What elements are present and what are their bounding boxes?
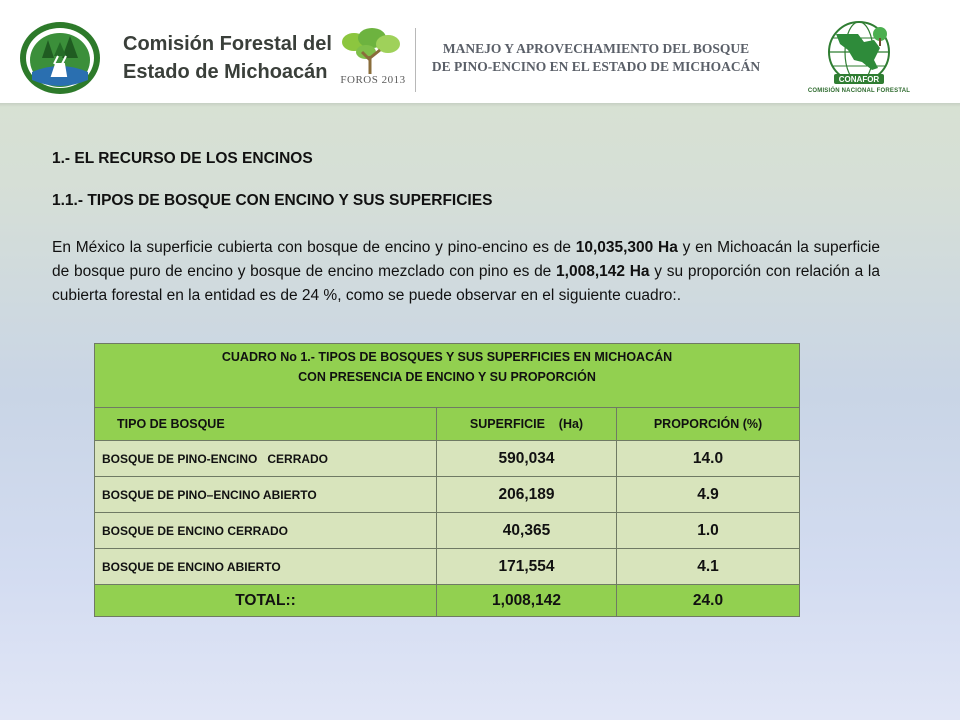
section-1-title: 1.- EL RECURSO DE LOS ENCINOS [52,150,313,167]
intro-michoacan-area: 1,008,142 Ha [556,263,650,280]
header-shadow [0,103,960,107]
column-header-type: TIPO DE BOSQUE [95,408,437,441]
cell-area: 206,189 [437,477,617,513]
cell-type: BOSQUE DE ENCINO ABIERTO [95,549,437,585]
total-label: TOTAL:: [95,585,437,617]
intro-mexico-area: 10,035,300 Ha [575,239,678,256]
event-title-line2: DE PINO-ENCINO EN EL ESTADO DE MICHOACÁN [431,59,761,74]
cell-type: BOSQUE DE ENCINO CERRADO [95,513,437,549]
cofom-deer-logo-icon [18,20,102,96]
cofom-name-line1: Comisión Forestal del [123,33,332,55]
cell-share: 1.0 [617,513,800,549]
intro-paragraph [52,236,880,308]
event-title [426,40,766,76]
table-caption-row [95,344,800,408]
total-area: 1,008,142 [437,585,617,617]
table-total-row [95,585,800,617]
cell-type: BOSQUE DE PINO–ENCINO ABIERTO [95,477,437,513]
conafor-full-name: COMISIÓN NACIONAL FORESTAL [807,88,911,94]
forest-types-table [94,343,800,617]
conafor-globe-logo-icon [818,20,900,86]
cell-share: 14.0 [617,441,800,477]
event-title-line1: MANEJO Y APROVECHAMIENTO DEL BOSQUE [442,41,750,56]
table-caption [95,344,800,408]
table-caption-line2: CON PRESENCIA DE ENCINO Y SU PROPORCIÓN [298,370,596,384]
header-divider [415,28,416,92]
table-row [95,549,800,585]
intro-text-3: y su proporción con relación a la cubierta forestal en la entidad es de 24 %, como se puede observar en el siguiente cuadro:. [52,263,881,304]
foros-label: FOROS 2013 [340,74,406,86]
total-share: 24.0 [617,585,800,617]
cell-area: 590,034 [437,441,617,477]
cofom-name [123,30,332,86]
table-row [95,513,800,549]
table-row [95,441,800,477]
cell-area: 171,554 [437,549,617,585]
foros-tree-logo-icon [336,26,408,74]
cofom-name-line2: Estado de Michoacán [123,61,328,83]
table-row [95,477,800,513]
cell-type: BOSQUE DE PINO-ENCINO CERRADO [95,441,437,477]
cell-share: 4.1 [617,549,800,585]
cell-area: 40,365 [437,513,617,549]
cell-share: 4.9 [617,477,800,513]
column-header-share: PROPORCIÓN (%) [617,408,800,441]
table-caption-line1: CUADRO No 1.- TIPOS DE BOSQUES Y SUS SUPERFICIES EN MICHOACÁN [221,350,673,364]
column-header-area: SUPERFICIE (Ha) [437,408,617,441]
intro-text-2: y en Michoacán la superficie de bosque puro de encino y bosque de encino mezclado con pino es de [52,239,880,280]
conafor-wordmark: CONAFOR [838,75,880,84]
section-1-1-title: 1.1.- TIPOS DE BOSQUE CON ENCINO Y SUS SUPERFICIES [52,192,493,209]
intro-text-1: En México la superficie cubierta con bosque de encino y pino-encino es de [52,239,576,256]
table-header-row [95,408,800,441]
header-bar [0,0,960,103]
